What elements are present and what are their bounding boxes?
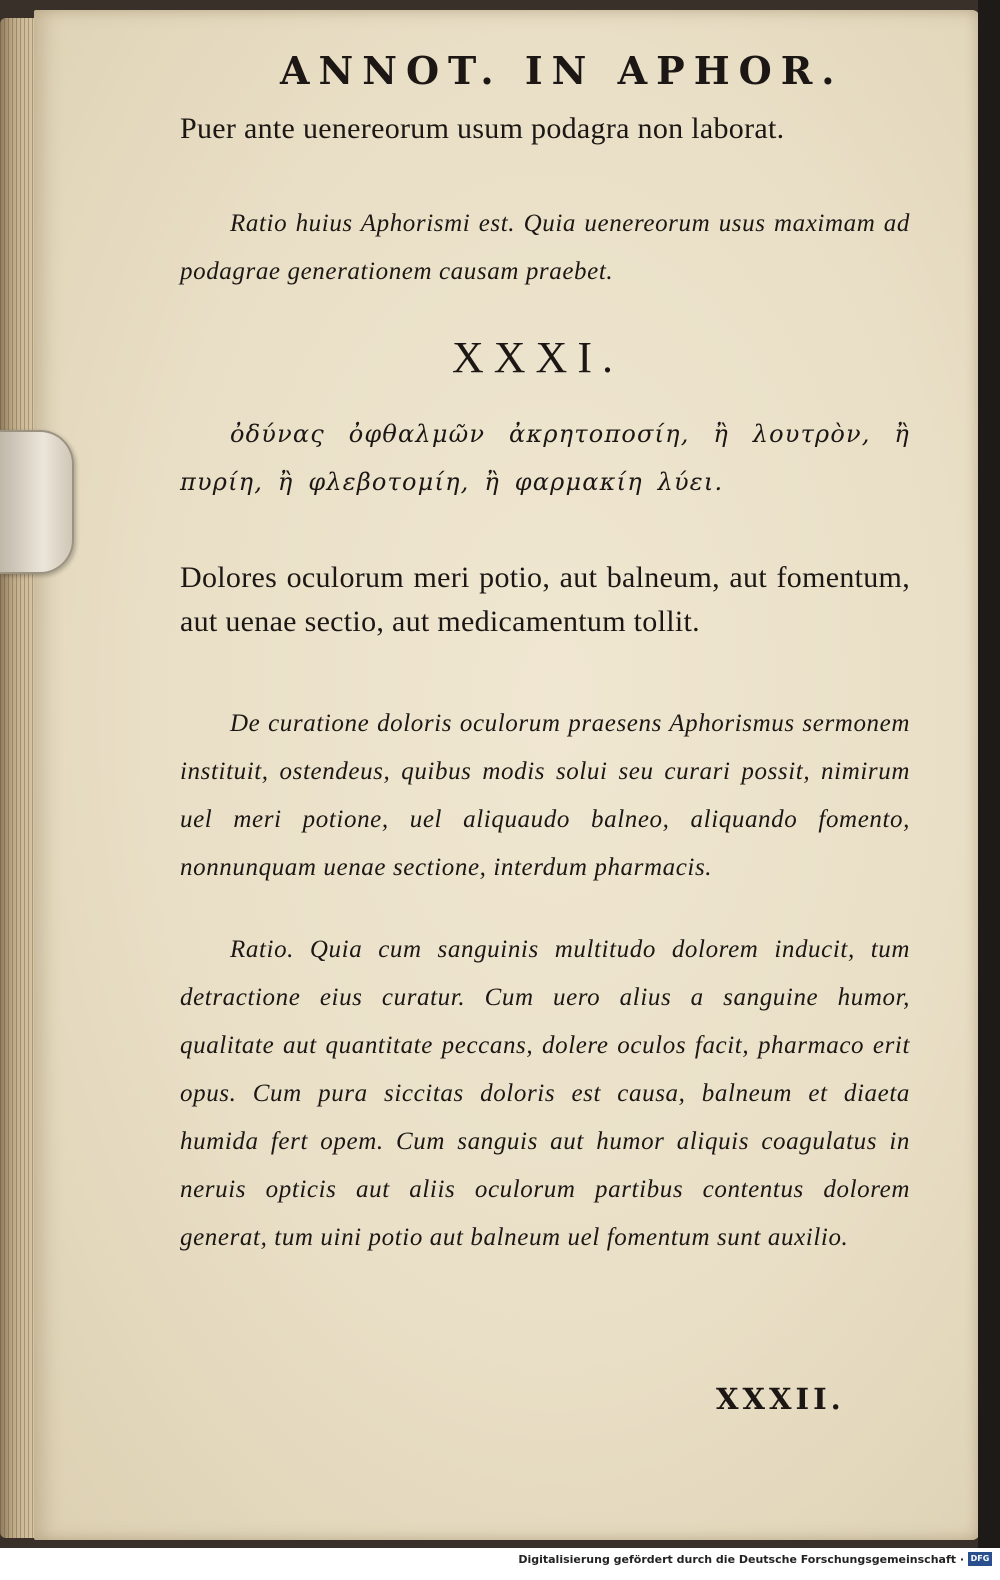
commentary-paragraph-1: De curatione doloris oculorum praesens Aphorismus sermonem instituit, ostendeus, quibus modis solui seu curari possit, nimirum uel meri potione, uel aliquaudo balneo, aliquando fomento, nonnunquam uenae sectione, interdum pharmacis. [180,710,910,881]
dfg-logo: DFG [968,1552,992,1566]
commentary-paragraph-2: Ratio. Quia cum sanguinis multitudo dolorem inducit, tum detractione eius curatur. Cum uero alius a sanguine humor, qualitate aut quantitate peccans, dolere oculos facit, pharmaco erit opus. Cum pura siccitas doloris est causa, balneum et diaeta humida fert opem. Cum sanguis aut humor aliquis coagulatus in neruis opticis aut aliis oculorum partibus contentus dolorem generat, tum uini potio aut balneum uel fomentum sunt auxilio. [180,936,910,1251]
aphorism-31-latin: Dolores oculorum meri potio, aut balneum, aut fomentum, aut uenae sectio, aut medicamentum tollit. [180,561,910,638]
catchword: XXXII. [716,1382,845,1416]
aphorism-30-commentary: Ratio huius Aphorismi est. Quia uenereorum usus maximam ad podagrae generationem causam praebet. [180,210,910,285]
aphorism-31-greek: ὀδύνας ὀφθαλμῶν ἀκρητοποσίη, ἢ λουτρὸν, ἢ πυρίη, ἢ φλεβοτομίη, ἢ φαρμακίη λύει. [180,420,910,496]
section-number: XXXI. [452,333,623,382]
aphorism-30-latin: Puer ante uenereorum usum podagra non laborat. [180,112,785,145]
page-block-edge [0,18,38,1538]
digitization-credit: Digitalisierung gefördert durch die Deutsche Forschungsgemeinschaft · [518,1553,964,1566]
page-clip [0,430,74,574]
binding-shadow [978,0,1000,1580]
running-header: ANNOT. IN APHOR. [280,48,844,93]
